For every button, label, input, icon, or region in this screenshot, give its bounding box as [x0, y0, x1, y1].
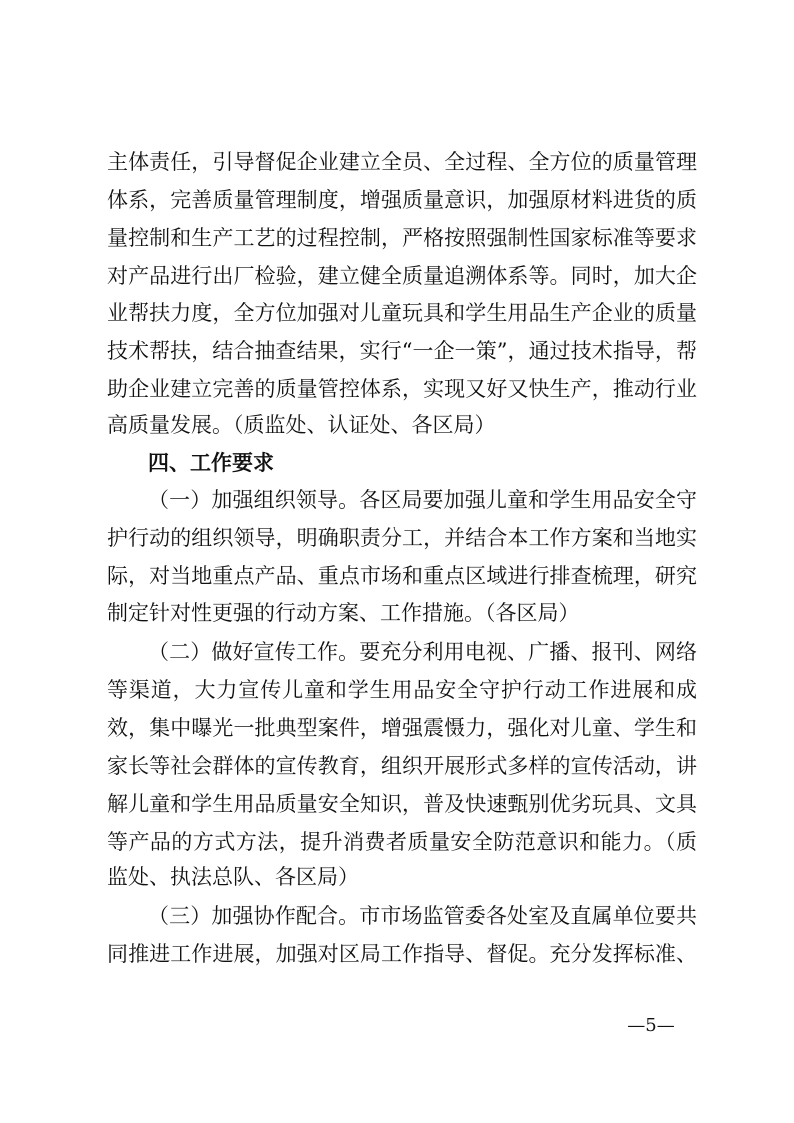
- paragraph-3-line-7: 监处、执法总队、各区局）: [107, 865, 359, 889]
- paragraph-3-line-6: 等产品的方式方法，提升消费者质量安全防范意识和能力。（质: [107, 830, 697, 854]
- paragraph-1-line-7: 助企业建立完善的质量管控体系，实现又好又快生产，推动行业: [107, 377, 697, 401]
- paragraph-2-line-4: 制定针对性更强的行动方案、工作措施。（各区局）: [107, 601, 580, 625]
- paragraph-3-line-3: 效，集中曝光一批典型案件，增强震慑力，强化对儿童、学生和: [107, 716, 697, 740]
- paragraph-1-line-3: 量控制和生产工艺的过程控制，严格按照强制性国家标准等要求: [107, 226, 697, 250]
- paragraph-1-line-1: 主体责任，引导督促企业建立全员、全过程、全方位的质量管理: [107, 150, 697, 174]
- paragraph-3-line-1: （二）做好宣传工作。要充分利用电视、广播、报刊、网络: [148, 640, 697, 664]
- paragraph-1-line-2: 体系，完善质量管理制度，增强质量意识，加强原材料进货的质: [107, 188, 697, 212]
- paragraph-3-line-5: 解儿童和学生用品质量安全知识，普及快速甄别优劣玩具、文具: [107, 792, 697, 816]
- paragraph-1-line-5: 业帮扶力度，全方位加强对儿童玩具和学生用品生产企业的质量: [107, 301, 697, 325]
- paragraph-1-line-4: 对产品进行出厂检验，建立健全质量追溯体系等。同时，加大企: [107, 264, 697, 288]
- paragraph-3-line-2: 等渠道，大力宣传儿童和学生用品安全守护行动工作进展和成: [107, 678, 697, 702]
- paragraph-2-line-3: 际，对当地重点产品、重点市场和重点区域进行排查梳理，研究: [107, 564, 697, 588]
- page-number: —5—: [627, 1015, 675, 1036]
- paragraph-1-line-8: 高质量发展。（质监处、认证处、各区局）: [107, 413, 496, 437]
- paragraph-3-line-4: 家长等社会群体的宣传教育，组织开展形式多样的宣传活动，讲: [107, 754, 697, 778]
- paragraph-2-line-1: （一）加强组织领导。各区局要加强儿童和学生用品安全守: [148, 488, 697, 512]
- paragraph-1-line-6: 技术帮扶，结合抽查结果，实行“一企一策”，通过技术指导，帮: [107, 339, 697, 363]
- paragraph-4-line-1: （三）加强协作配合。市市场监管委各处室及直属单位要共: [148, 904, 697, 928]
- paragraph-4-line-2: 同推进工作进展，加强对区局工作指导、督促。充分发挥标准、: [107, 942, 697, 966]
- section-heading: 四、工作要求: [148, 451, 274, 475]
- paragraph-2-line-2: 护行动的组织领导，明确职责分工，并结合本工作方案和当地实: [107, 526, 697, 550]
